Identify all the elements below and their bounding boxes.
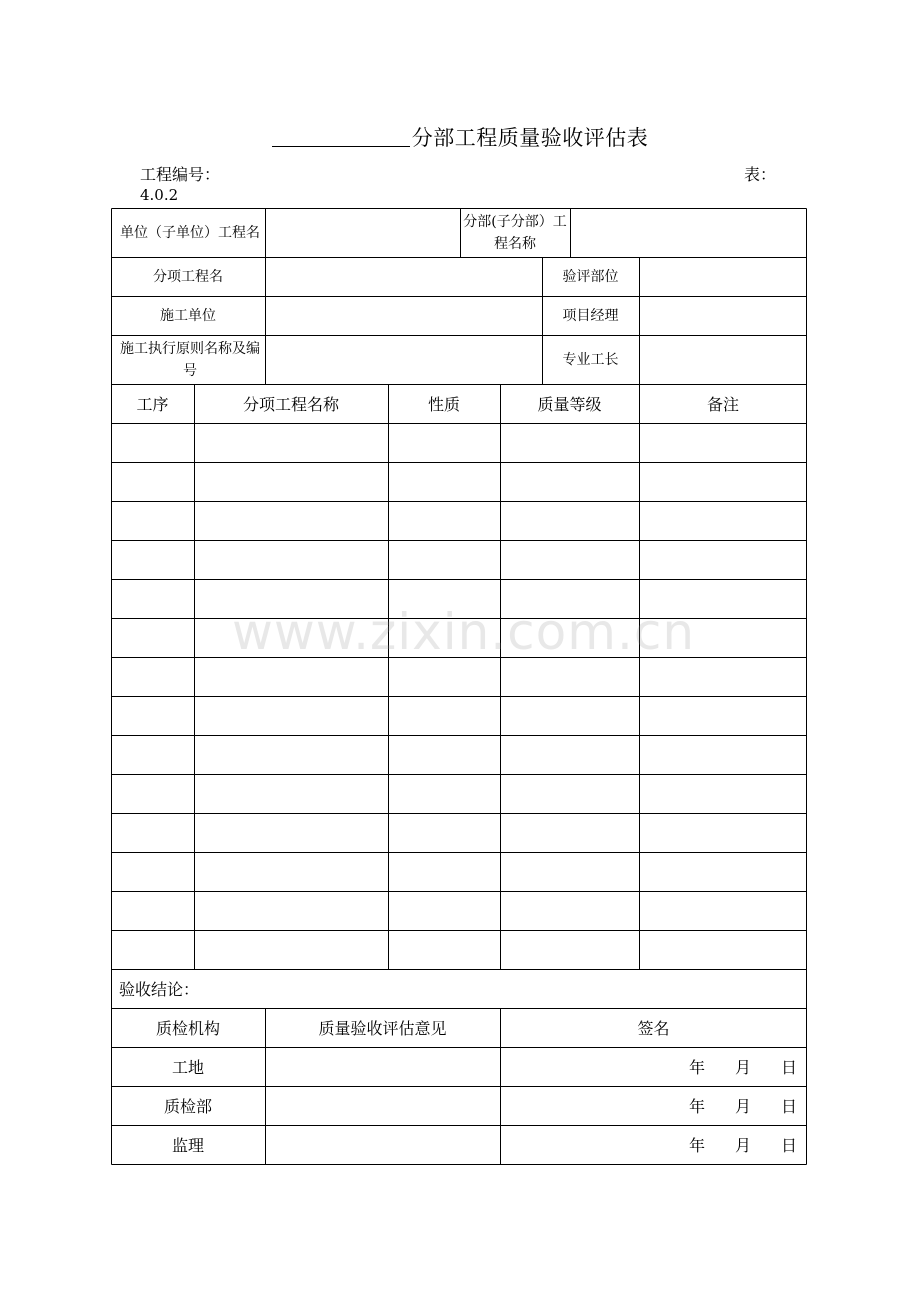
table-cell[interactable] — [500, 423, 639, 462]
date-year-label: 年 — [688, 1136, 705, 1155]
title-text: 分部工程质量验收评估表 — [411, 126, 649, 150]
table-cell[interactable] — [388, 735, 500, 774]
table-cell[interactable] — [111, 891, 194, 930]
signoff-signature-supervisor[interactable] — [500, 1125, 807, 1164]
signoff-opinion-site[interactable] — [265, 1047, 500, 1086]
table-cell[interactable] — [111, 930, 194, 969]
standard-value[interactable] — [265, 335, 542, 384]
table-cell[interactable] — [639, 540, 807, 579]
table-cell[interactable] — [500, 462, 639, 501]
table-cell[interactable] — [194, 501, 388, 540]
inspect-part-label: 验评部位 — [562, 268, 619, 285]
form-number: 4.0.2 — [140, 186, 179, 204]
date-day-label: 日 — [780, 1136, 797, 1155]
inspect-part-value[interactable] — [639, 257, 807, 296]
signoff-signature-qc-dept[interactable] — [500, 1086, 807, 1125]
table-cell[interactable] — [111, 501, 194, 540]
signoff-header-signature: 签名 — [637, 1019, 670, 1038]
foreman-value[interactable] — [639, 335, 807, 384]
contractor-label: 施工单位 — [160, 307, 216, 324]
unit-project-label: 单位（子单位）工程名 — [120, 224, 260, 241]
signoff-org-qc-dept: 质检部 — [163, 1097, 212, 1116]
table-cell[interactable] — [388, 501, 500, 540]
table-cell[interactable] — [500, 540, 639, 579]
table-cell[interactable] — [194, 423, 388, 462]
table-cell[interactable] — [388, 657, 500, 696]
table-cell[interactable] — [111, 462, 194, 501]
page-title — [0, 122, 920, 152]
table-cell[interactable] — [639, 501, 807, 540]
table-cell[interactable] — [388, 852, 500, 891]
date-day-label: 日 — [780, 1058, 797, 1077]
project-manager-value[interactable] — [639, 296, 807, 335]
watermark-text: www.zixin.com.cn — [232, 603, 696, 661]
date-day-label: 日 — [780, 1097, 797, 1116]
table-cell[interactable] — [111, 735, 194, 774]
signoff-opinion-qc-dept[interactable] — [265, 1086, 500, 1125]
col-header-remarks: 备注 — [706, 395, 739, 414]
table-cell[interactable] — [111, 852, 194, 891]
table-cell[interactable] — [194, 462, 388, 501]
table-cell[interactable] — [500, 657, 639, 696]
table-cell[interactable] — [500, 930, 639, 969]
table-cell[interactable] — [111, 657, 194, 696]
table-cell[interactable] — [388, 930, 500, 969]
inspection-form-table — [111, 208, 807, 1165]
table-cell[interactable] — [388, 462, 500, 501]
table-cell[interactable] — [194, 735, 388, 774]
table-cell[interactable] — [639, 930, 807, 969]
table-cell[interactable] — [111, 618, 194, 657]
table-cell[interactable] — [388, 891, 500, 930]
project-number-label: 工程编号： — [140, 165, 221, 184]
table-cell[interactable] — [500, 735, 639, 774]
table-cell[interactable] — [111, 540, 194, 579]
table-cell[interactable] — [500, 891, 639, 930]
table-cell[interactable] — [639, 696, 807, 735]
contractor-value[interactable] — [265, 296, 542, 335]
table-cell[interactable] — [388, 774, 500, 813]
signoff-header-opinion: 质量验收评估意见 — [318, 1019, 447, 1038]
date-month-label: 月 — [734, 1136, 751, 1155]
project-manager-label: 项目经理 — [562, 307, 619, 324]
table-cell[interactable] — [111, 423, 194, 462]
signoff-opinion-supervisor[interactable] — [265, 1125, 500, 1164]
table-cell[interactable] — [388, 540, 500, 579]
signoff-header-org: 质检机构 — [155, 1019, 220, 1038]
table-cell[interactable] — [639, 423, 807, 462]
col-header-process: 工序 — [136, 395, 169, 414]
table-cell[interactable] — [194, 891, 388, 930]
form-label: 表： — [744, 165, 777, 184]
table-cell[interactable] — [194, 540, 388, 579]
date-month-label: 月 — [734, 1097, 751, 1116]
table-cell[interactable] — [388, 696, 500, 735]
table-cell[interactable] — [639, 891, 807, 930]
table-cell[interactable] — [388, 813, 500, 852]
table-cell[interactable] — [639, 813, 807, 852]
table-cell[interactable] — [500, 696, 639, 735]
table-cell[interactable] — [194, 852, 388, 891]
col-header-quality-grade: 质量等级 — [537, 395, 602, 414]
signoff-signature-site[interactable] — [500, 1047, 807, 1086]
table-cell[interactable] — [388, 423, 500, 462]
table-cell[interactable] — [639, 852, 807, 891]
date-year-label: 年 — [688, 1058, 705, 1077]
table-cell[interactable] — [111, 579, 194, 618]
signoff-org-site: 工地 — [171, 1058, 204, 1077]
table-cell[interactable] — [500, 774, 639, 813]
standard-label: 施工执行原则名称及编号 — [120, 340, 260, 379]
table-cell[interactable] — [194, 774, 388, 813]
table-cell[interactable] — [194, 696, 388, 735]
table-cell[interactable] — [639, 657, 807, 696]
col-header-subitem-name: 分项工程名称 — [242, 395, 339, 414]
table-cell[interactable] — [500, 852, 639, 891]
subitem-value[interactable] — [265, 257, 542, 296]
foreman-label: 专业工长 — [562, 351, 619, 368]
title-blank-underline[interactable] — [272, 124, 410, 147]
signoff-org-supervisor: 监理 — [171, 1136, 204, 1155]
table-cell[interactable] — [194, 813, 388, 852]
subdivision-value[interactable] — [570, 208, 807, 257]
col-header-nature: 性质 — [427, 395, 460, 414]
table-cell[interactable] — [639, 735, 807, 774]
table-cell[interactable] — [639, 774, 807, 813]
table-cell[interactable] — [111, 696, 194, 735]
table-cell[interactable] — [639, 462, 807, 501]
subitem-label: 分项工程名 — [153, 268, 223, 285]
conclusion-label: 验收结论： — [119, 980, 200, 999]
table-cell[interactable] — [500, 813, 639, 852]
table-cell[interactable] — [111, 813, 194, 852]
table-cell[interactable] — [111, 774, 194, 813]
table-cell[interactable] — [500, 501, 639, 540]
date-month-label: 月 — [734, 1058, 751, 1077]
table-cell[interactable] — [194, 657, 388, 696]
unit-project-value[interactable] — [265, 208, 460, 257]
table-cell[interactable] — [194, 930, 388, 969]
subdivision-label: 分部(子分部）工程名称 — [463, 213, 567, 252]
date-year-label: 年 — [688, 1097, 705, 1116]
